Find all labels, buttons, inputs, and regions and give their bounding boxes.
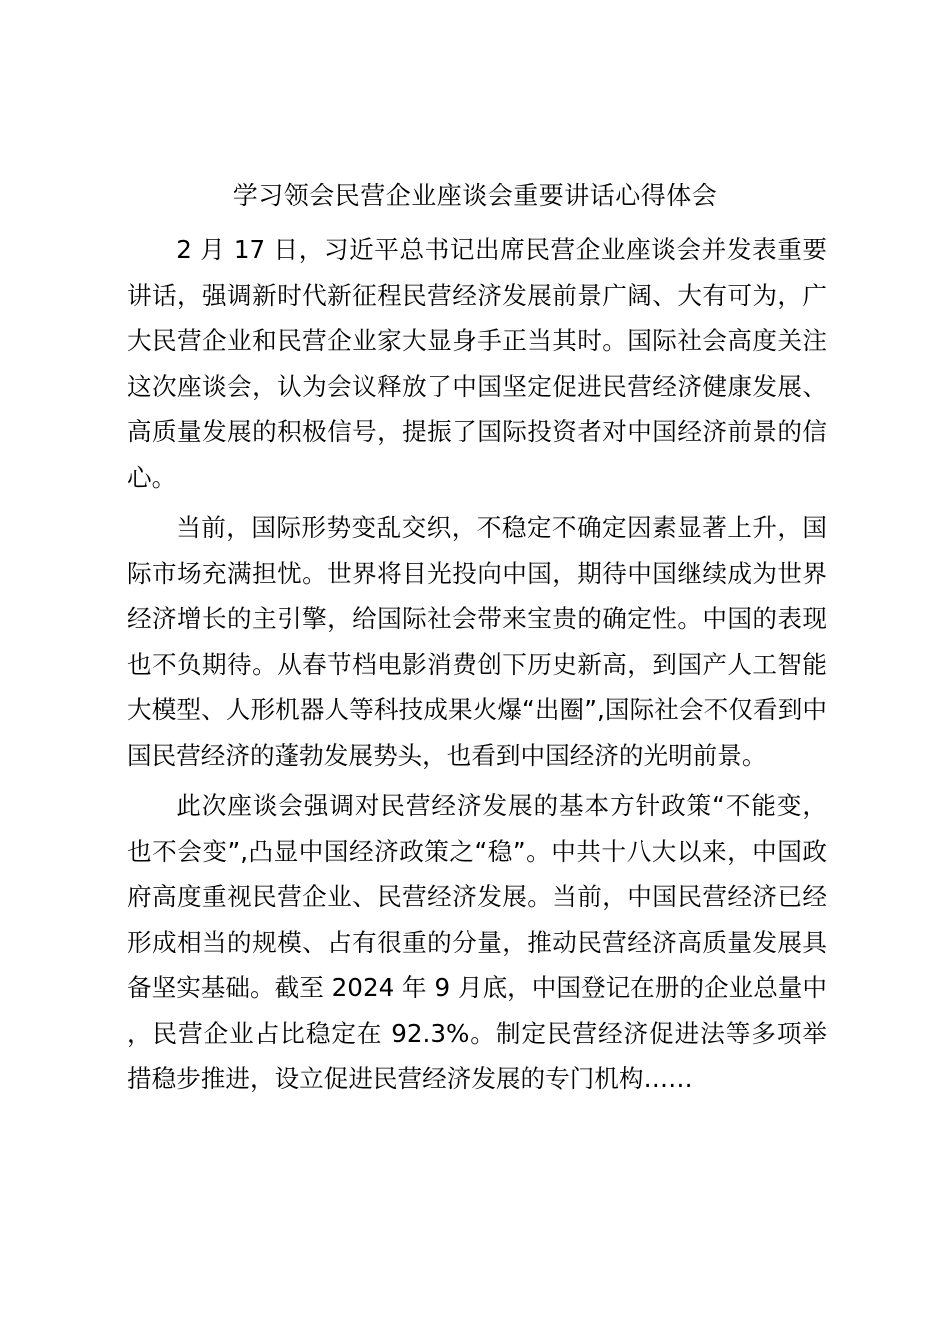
document-title: 学习领会民营企业座谈会重要讲话心得体会 [232, 181, 718, 210]
paragraph-2: 当前，国际形势变乱交织，不稳定不确定因素显著上升，国际市场充满担忧。世界将目光投向中国，期待中国继续成为世界经济增长的主引擎，给国际社会带来宝贵的确定性。中国的表现也不负期待。从春节档电影消费创下历史新高，到国产人工智能大模型、人形机器人等科技成果火爆“出圈”,国际社会不仅看到中国民营经济的蓬勃发展势头，也看到中国经济的光明前景。 [127, 513, 827, 770]
paragraph-3: 此次座谈会强调对民营经济发展的基本方针政策“不能变，也不会变”,凸显中国经济政策之“稳”。中共十八大以来，中国政府高度重视民营企业、民营经济发展。当前，中国民营经济已经形成相当的规模、占有很重的分量，推动民营经济高质量发展具备坚实基础。截至 2024 年 9 月底，中国登记在册的企业总量中，民营企业占比稳定在 92.3%。制定民营经济促进法等多项举措稳步推进，设立促进民营经济发展的专门机构…… [127, 791, 827, 1093]
paragraph-1: 2 月 17 日，习近平总书记出席民营企业座谈会并发表重要讲话，强调新时代新征程民营经济发展前景广阔、大有可为，广大民营企业和民营企业家大显身手正当其时。国际社会高度关注这次座谈会，认为会议释放了中国坚定促进民营经济健康发展、高质量发展的积极信号，提振了国际投资者对中国经济前景的信心。 [127, 235, 827, 492]
document-body [127, 227, 827, 1107]
